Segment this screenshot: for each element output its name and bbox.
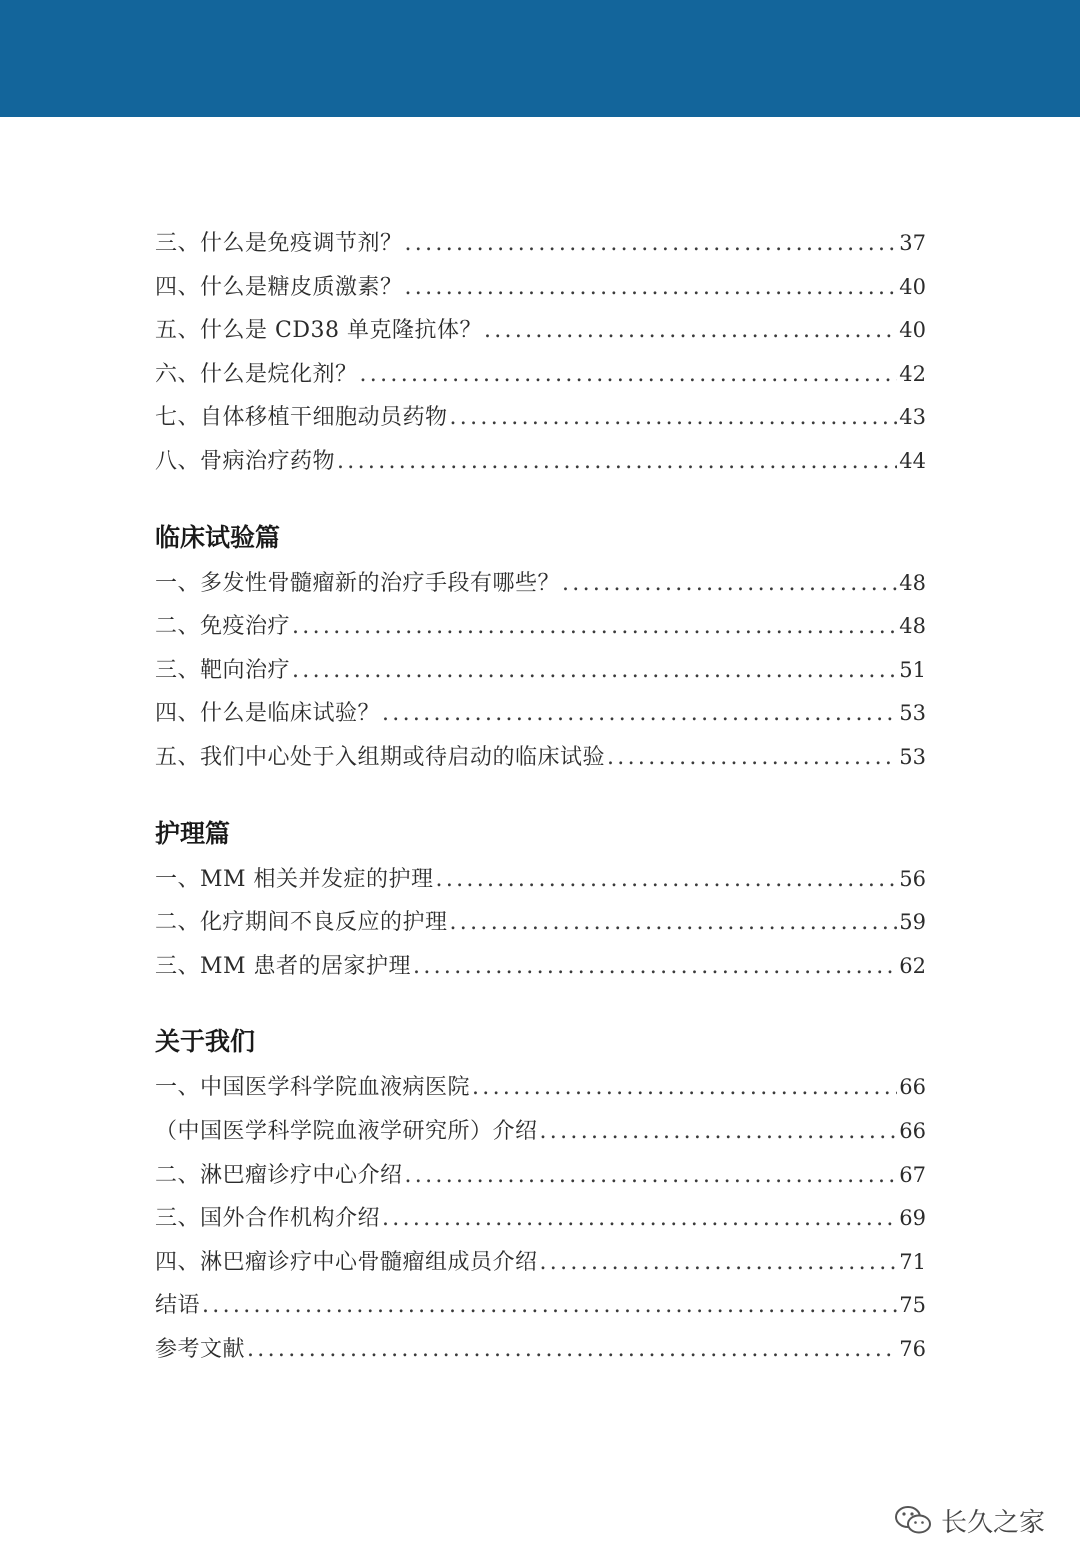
toc-entry-page: 48: [899, 614, 926, 639]
toc-entry-title: 三、什么是免疫调节剂？: [155, 231, 403, 256]
dot-leader: [382, 692, 897, 736]
dot-leader: [337, 440, 897, 484]
toc-entry[interactable]: [155, 858, 926, 902]
toc-entry-page: 75: [899, 1293, 926, 1318]
dot-leader: [247, 1328, 897, 1372]
toc-entry-page: 67: [899, 1162, 926, 1187]
toc-entry[interactable]: [155, 736, 926, 780]
toc-section-about-us: [155, 1018, 926, 1371]
dot-leader: [292, 605, 897, 649]
toc-entry-title: （中国医学科学院血液学研究所）介绍: [155, 1118, 538, 1144]
toc-entry-title: 一、MM 相关并发症的护理: [155, 866, 434, 892]
toc-entry-page: 44: [899, 448, 926, 473]
toc-entry[interactable]: [155, 1197, 926, 1241]
toc-entry-page: 48: [899, 570, 926, 595]
toc-entry-page: 69: [899, 1206, 926, 1231]
dot-leader: [562, 562, 897, 606]
toc-section-nursing: [155, 810, 926, 989]
toc-entry-page: 51: [899, 657, 926, 682]
toc-entry-title: 六、什么是烷化剂？: [155, 361, 358, 387]
toc-entry[interactable]: [155, 945, 926, 989]
watermark: [893, 1498, 1045, 1542]
dot-leader: [360, 353, 898, 397]
dot-leader: [607, 736, 897, 780]
dot-leader: [450, 901, 898, 945]
toc-entry[interactable]: [155, 692, 926, 736]
toc-entry-title: 一、中国医学科学院血液病医院: [155, 1075, 471, 1101]
toc-entry[interactable]: [155, 440, 926, 484]
dot-leader: [202, 1284, 897, 1328]
toc-entry-title: 五、什么是 CD38 单克隆抗体？: [155, 318, 482, 344]
wechat-icon: [893, 1504, 933, 1536]
toc-entry[interactable]: [155, 1328, 926, 1372]
header-band: [0, 0, 1080, 117]
toc-entry-page: 53: [899, 701, 926, 726]
toc-entry-page: 53: [899, 744, 926, 769]
dot-leader: [413, 945, 897, 989]
toc-entry-page: 62: [899, 953, 926, 978]
toc-entry-title: 四、什么是临床试验？: [155, 701, 381, 727]
toc-entry-page: 66: [899, 1075, 926, 1100]
dot-leader: [450, 396, 898, 440]
toc-entry-title: 四、什么是糖皮质激素？: [155, 274, 403, 300]
toc-entry-page: 42: [899, 361, 926, 386]
toc-entry[interactable]: [155, 1241, 926, 1285]
toc-entry-page: 59: [899, 910, 926, 935]
toc-entry-title: 八、骨病治疗药物: [155, 448, 336, 474]
toc-entry[interactable]: [155, 1154, 926, 1198]
toc-entry[interactable]: [155, 1284, 926, 1328]
toc-entry-title: 参考文献: [155, 1336, 246, 1362]
toc-entry-page: 56: [899, 866, 926, 891]
toc-entry[interactable]: [155, 901, 926, 945]
toc-entry-title: 二、免疫治疗: [155, 614, 291, 640]
toc-entry[interactable]: [155, 353, 926, 397]
dot-leader: [540, 1241, 898, 1285]
toc-entry-title: 三、MM 患者的居家护理: [155, 953, 412, 979]
toc-entry[interactable]: [155, 396, 926, 440]
toc-entry[interactable]: [155, 649, 926, 693]
dot-leader: [405, 266, 898, 310]
toc-entry-page: 43: [899, 405, 926, 430]
toc-entry[interactable]: [155, 1066, 926, 1110]
toc-entry-title: 一、多发性骨髓瘤新的治疗手段有哪些？: [155, 570, 561, 596]
toc-entry[interactable]: [155, 1110, 926, 1154]
watermark-text: 长久之家: [941, 1507, 1046, 1538]
dot-leader: [405, 1154, 898, 1198]
toc-entry[interactable]: [155, 309, 926, 353]
dot-leader: [436, 858, 898, 902]
toc-entry[interactable]: [155, 605, 926, 649]
toc-entry-title: 二、淋巴瘤诊疗中心介绍: [155, 1162, 403, 1188]
toc-entry-title: 七、自体移植干细胞动员药物: [155, 405, 448, 431]
toc-section-drugs: [155, 222, 926, 484]
toc-entry-page: 66: [899, 1118, 926, 1143]
dot-leader: [382, 1197, 897, 1241]
toc-entry[interactable]: [155, 266, 926, 310]
dot-leader: [484, 309, 897, 353]
toc-entry-page: 76: [899, 1336, 926, 1361]
toc-entry-page: 40: [899, 274, 926, 299]
toc-entry-title: 三、靶向治疗: [155, 657, 291, 683]
dot-leader: [292, 649, 897, 693]
section-heading: 护理篇: [155, 818, 231, 848]
section-heading: 关于我们: [155, 1027, 256, 1057]
toc-section-clinical-trials: [155, 514, 926, 780]
dot-leader: [472, 1066, 897, 1110]
table-of-contents: [155, 222, 926, 1371]
toc-entry-page: 40: [899, 318, 926, 343]
toc-entry-title: 结语: [155, 1293, 201, 1319]
dot-leader: [540, 1110, 898, 1154]
toc-entry-page: 37: [899, 231, 926, 255]
toc-entry-page: 71: [899, 1249, 926, 1274]
toc-entry-title: 二、化疗期间不良反应的护理: [155, 910, 448, 936]
dot-leader: [405, 222, 898, 266]
toc-entry-title: 五、我们中心处于入组期或待启动的临床试验: [155, 744, 606, 770]
toc-entry[interactable]: [155, 222, 926, 266]
section-heading: 临床试验篇: [155, 522, 281, 552]
toc-entry-title: 四、淋巴瘤诊疗中心骨髓瘤组成员介绍: [155, 1249, 538, 1275]
toc-entry-title: 三、国外合作机构介绍: [155, 1206, 381, 1232]
toc-entry[interactable]: [155, 562, 926, 606]
